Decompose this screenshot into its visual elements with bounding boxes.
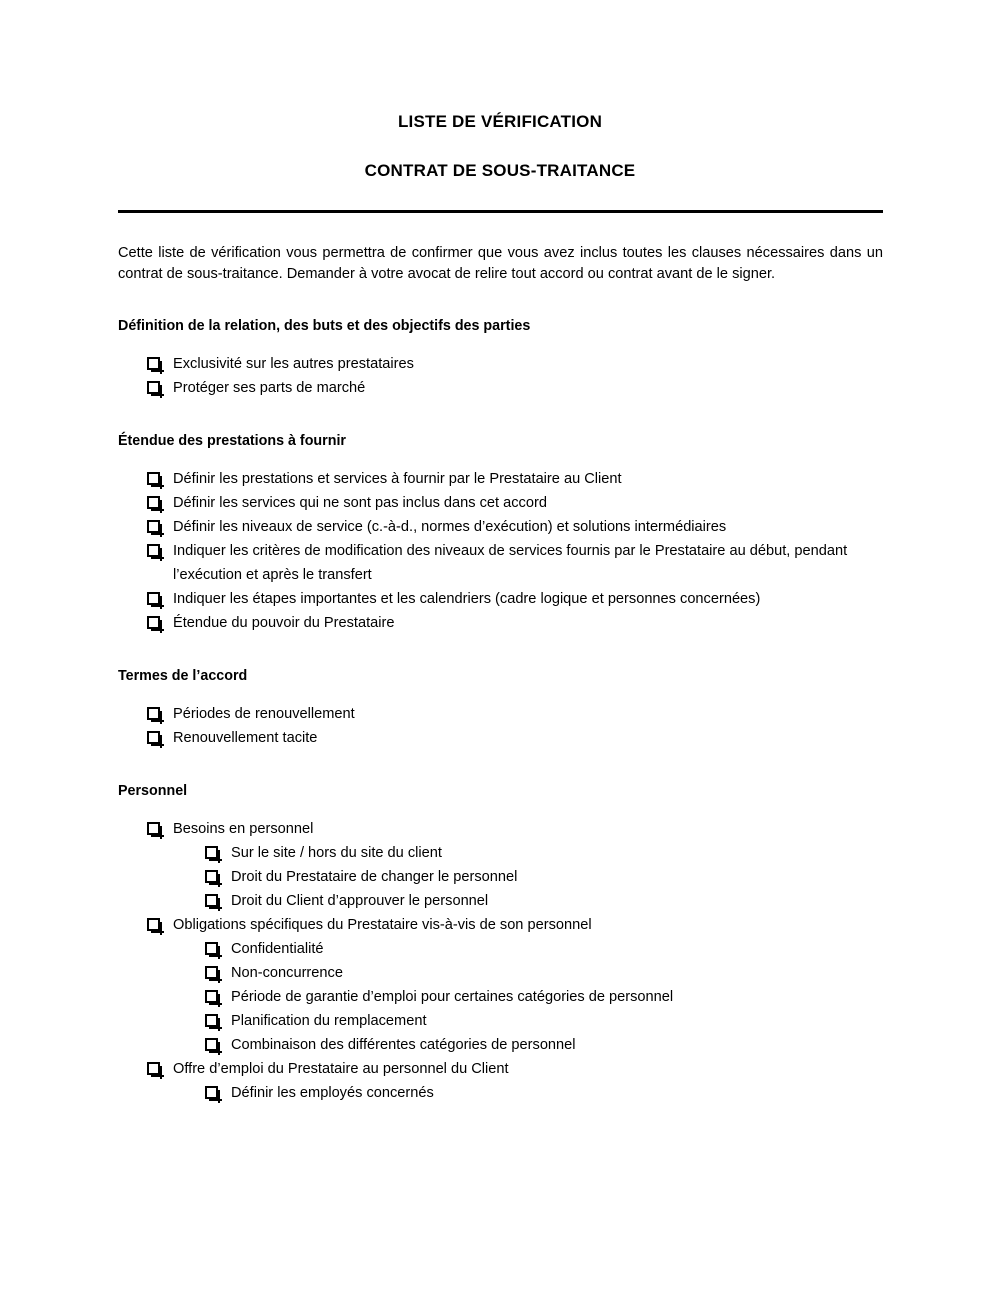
checkbox-icon[interactable] — [147, 520, 160, 533]
checkbox-icon[interactable] — [205, 846, 218, 859]
checklist-item[interactable] — [118, 491, 882, 515]
checklist-item[interactable] — [118, 467, 882, 491]
checkbox-icon[interactable] — [205, 1038, 218, 1051]
checkbox-icon[interactable] — [147, 357, 160, 370]
checklist-item[interactable] — [118, 1009, 882, 1033]
checkbox-icon[interactable] — [147, 381, 160, 394]
checklist-item[interactable] — [118, 702, 882, 726]
checkbox-icon[interactable] — [147, 616, 160, 629]
checklist-item[interactable] — [118, 515, 882, 539]
checklist-item-label: Renouvellement tacite — [173, 730, 318, 746]
checklist-item-label: Indiquer les étapes importantes et les calendriers (cadre logique et personnes concernées) — [173, 591, 761, 607]
document-title-primary: LISTE DE VÉRIFICATION — [397, 112, 603, 131]
checklist-item-label: Combinaison des différentes catégories de personnel — [231, 1037, 576, 1053]
checklist-item-label: Étendue du pouvoir du Prestataire — [173, 615, 395, 631]
checklist-item-label: Non-concurrence — [231, 965, 343, 981]
checklist-item[interactable] — [118, 841, 882, 865]
section-heading: Étendue des prestations à fournir — [118, 433, 346, 449]
checklist-item-label: Périodes de renouvellement — [173, 706, 355, 722]
checklist-item[interactable] — [118, 726, 882, 750]
checklist-items — [118, 702, 882, 750]
checklist-items — [118, 352, 882, 400]
checklist-item[interactable] — [118, 352, 882, 376]
checkbox-icon[interactable] — [147, 707, 160, 720]
section-heading: Termes de l’accord — [118, 668, 248, 684]
checklist-item[interactable] — [118, 1057, 882, 1081]
checkbox-icon[interactable] — [147, 822, 160, 835]
checklist-section — [118, 667, 882, 750]
checklist-item-label: Droit du Prestataire de changer le personnel — [231, 869, 518, 885]
checklist-item[interactable] — [118, 611, 882, 635]
section-heading: Personnel — [118, 783, 188, 799]
checklist-item-label: Confidentialité — [231, 941, 324, 957]
checkbox-icon[interactable] — [147, 544, 160, 557]
checklist-item[interactable] — [118, 1081, 882, 1105]
title-block — [118, 0, 882, 181]
intro-paragraph: Cette liste de vérification vous permettra de confirmer que vous avez inclus toutes les clauses nécessaires dans un contrat de sous-traitance. Demander à votre avocat de relire tout accord ou contrat avant de le signer. — [118, 245, 883, 282]
checklist-item[interactable] — [118, 985, 882, 1009]
checklist-sections — [118, 317, 882, 1105]
checklist-item[interactable] — [118, 937, 882, 961]
checkbox-icon[interactable] — [205, 990, 218, 1003]
section-heading: Définition de la relation, des buts et des objectifs des parties — [118, 318, 531, 334]
checklist-item-label: Exclusivité sur les autres prestataires — [173, 356, 414, 372]
checkbox-icon[interactable] — [205, 870, 218, 883]
checklist-item-label: Besoins en personnel — [173, 821, 314, 837]
checkbox-icon[interactable] — [205, 942, 218, 955]
checklist-item-label: Définir les services qui ne sont pas inclus dans cet accord — [173, 495, 547, 511]
checkbox-icon[interactable] — [147, 472, 160, 485]
checkbox-icon[interactable] — [147, 496, 160, 509]
checklist-item[interactable] — [118, 1033, 882, 1057]
checklist-item-label: Indiquer les critères de modification des niveaux de services fournis par le Prestataire au début, pendant l’exécution et après le transfert — [173, 543, 848, 583]
checkbox-icon[interactable] — [205, 1086, 218, 1099]
checklist-item-label: Obligations spécifiques du Prestataire vis-à-vis de son personnel — [173, 917, 592, 933]
checklist-item[interactable] — [118, 865, 882, 889]
checklist-item-label: Offre d’emploi du Prestataire au personnel du Client — [173, 1061, 509, 1077]
checkbox-icon[interactable] — [147, 592, 160, 605]
header-divider — [118, 210, 883, 213]
document-title-secondary: CONTRAT DE SOUS-TRAITANCE — [364, 161, 636, 180]
checklist-items — [118, 817, 882, 1105]
checklist-items — [118, 467, 882, 635]
checklist-item-label: Protéger ses parts de marché — [173, 380, 366, 396]
checklist-item[interactable] — [118, 539, 882, 587]
checkbox-icon[interactable] — [147, 918, 160, 931]
checklist-section — [118, 782, 882, 1105]
checklist-item-label: Droit du Client d’approuver le personnel — [231, 893, 489, 909]
checklist-item-label: Définir les employés concernés — [231, 1085, 434, 1101]
checklist-item[interactable] — [118, 376, 882, 400]
checkbox-icon[interactable] — [205, 894, 218, 907]
checklist-item-label: Période de garantie d’emploi pour certaines catégories de personnel — [231, 989, 674, 1005]
checkbox-icon[interactable] — [205, 966, 218, 979]
checklist-item-label: Sur le site / hors du site du client — [231, 845, 442, 861]
checklist-section — [118, 432, 882, 635]
checkbox-icon[interactable] — [147, 731, 160, 744]
checklist-item[interactable] — [118, 817, 882, 841]
checklist-item[interactable] — [118, 913, 882, 937]
checklist-item[interactable] — [118, 889, 882, 913]
checkbox-icon[interactable] — [205, 1014, 218, 1027]
checklist-item[interactable] — [118, 961, 882, 985]
checklist-section — [118, 317, 882, 400]
checklist-item[interactable] — [118, 587, 882, 611]
checklist-item-label: Définir les prestations et services à fournir par le Prestataire au Client — [173, 471, 622, 487]
checklist-item-label: Définir les niveaux de service (c.-à-d., normes d’exécution) et solutions intermédiaires — [173, 519, 727, 535]
checkbox-icon[interactable] — [147, 1062, 160, 1075]
checklist-item-label: Planification du remplacement — [231, 1013, 427, 1029]
